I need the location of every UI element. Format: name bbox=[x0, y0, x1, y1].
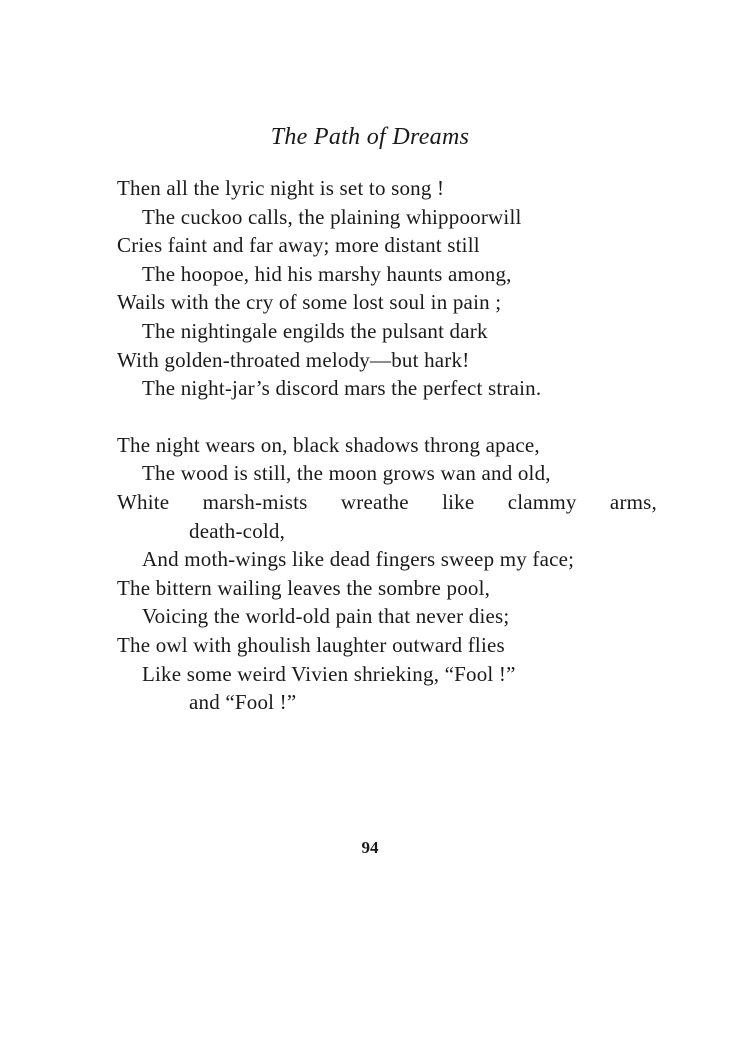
poem-line: and “Fool !” bbox=[189, 690, 297, 715]
poem-line: The cuckoo calls, the plaining whippoorwill bbox=[142, 204, 522, 229]
poem-line: And moth-wings like dead fingers sweep my face; bbox=[142, 547, 575, 572]
poem-line: death-cold, bbox=[189, 518, 286, 543]
poem-line: Then all the lyric night is set to song ! bbox=[117, 176, 445, 200]
poem-line: Wails with the cry of some lost soul in pain ; bbox=[117, 290, 502, 315]
poem-line: The hoopoe, hid his marshy haunts among, bbox=[142, 261, 512, 286]
stanza-1 bbox=[117, 174, 657, 403]
poem-line: The night wears on, black shadows throng apace, bbox=[117, 432, 540, 457]
poem-line: The owl with ghoulish laughter outward flies bbox=[117, 632, 505, 657]
poem bbox=[117, 174, 657, 717]
poem-line: The bittern wailing leaves the sombre pool, bbox=[117, 575, 491, 600]
poem-line: Like some weird Vivien shrieking, “Fool !” bbox=[142, 661, 516, 686]
poem-line: White marsh-mists wreathe like clammy arms, bbox=[117, 489, 657, 514]
poem-line: The wood is still, the moon grows wan and old, bbox=[142, 461, 551, 486]
poem-line: Cries faint and far away; more distant still bbox=[117, 233, 480, 258]
poem-line: With golden-throated melody—but hark! bbox=[117, 347, 470, 372]
page-title: The Path of Dreams bbox=[270, 124, 470, 150]
poem-line: The nightingale engilds the pulsant dark bbox=[142, 318, 488, 343]
poem-line: The night-jar’s discord mars the perfect strain. bbox=[142, 376, 542, 401]
poem-line: Voicing the world-old pain that never dies; bbox=[142, 604, 510, 629]
page-number: 94 bbox=[361, 838, 379, 857]
stanza-2 bbox=[117, 431, 657, 717]
